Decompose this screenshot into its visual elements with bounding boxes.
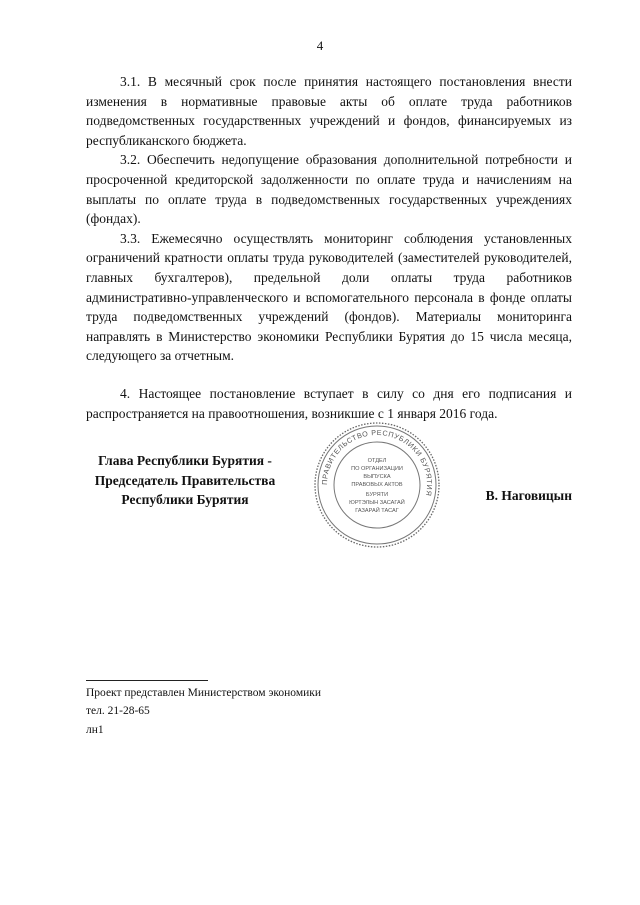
paragraph-3-3: 3.3. Ежемесячно осуществлять мониторинг соблюдения установленных ограничений кратности оплаты труда руководителей (заместителей руководителей, главных бухгалтеров), предельной доли оплаты труда работников административно-управленческого и вспомогательного персонала в фонде оплаты труда подведомственных учреждений (фондов). Материалы мониторинга направлять в Министерство экономики Республики Бурятия до 15 числа месяца, следующего за отчетным.: [86, 230, 572, 364]
signatory-title-line: Республики Бурятия: [121, 492, 249, 507]
seal-inner-line: ГАЗАРАЙ ТАСАГ: [355, 508, 399, 514]
seal-inner-line: БУРЯТИ: [365, 492, 389, 498]
footnote: [86, 684, 321, 720]
body-text: [86, 72, 572, 423]
footnote-line: тел. 21-28-65: [86, 705, 150, 717]
reference-code: лн1: [86, 724, 104, 736]
paragraph-3-1: 3.1. В месячный срок после принятия настоящего постановления внести изменения в нормативные правовые акты об оплате труда работников подведомственных государственных учреждений и фондов, финансируемых из республиканского бюджета.: [86, 74, 572, 148]
seal-inner-line: ЮРТЭЛЫН ЗАСАГАЙ: [349, 500, 405, 506]
seal-inner-line: ПО ОРГАНИЗАЦИИ: [351, 466, 403, 472]
signer-name: В. Наговицын: [485, 488, 572, 503]
seal-inner-line: ВЫПУСКА: [363, 474, 391, 480]
footnote-divider: [86, 680, 208, 681]
paragraph-3-2: 3.2. Обеспечить недопущение образования дополнительной потребности и просроченной кредиторской задолженности по оплате труда и начислениям на выплаты по оплате труда в подведомственных государственных учреждениях (фондах).: [86, 152, 572, 227]
signatory-title-line: Председатель Правительства: [94, 472, 276, 488]
signatory-title: [70, 451, 300, 510]
seal-ring-text-path: ПРАВИТЕЛЬСТВО РЕСПУБЛИКИ БУРЯТИЯ: [319, 427, 435, 498]
footnote-line: Проект представлен Министерством экономики: [86, 687, 322, 699]
signatory-title-line: Глава Республики Бурятия -: [98, 453, 272, 468]
paragraph-4: 4. Настоящее постановление вступает в силу со дня его подписания и распространяется на правоотношения, возникшие с 1 января 2016 года.: [86, 385, 572, 421]
page-number: 4: [316, 38, 324, 53]
official-seal-stamp: [312, 420, 442, 550]
seal-inner-line: ОТДЕЛ: [367, 458, 387, 464]
seal-inner-line: ПРАВОВЫХ АКТОВ: [351, 482, 403, 488]
